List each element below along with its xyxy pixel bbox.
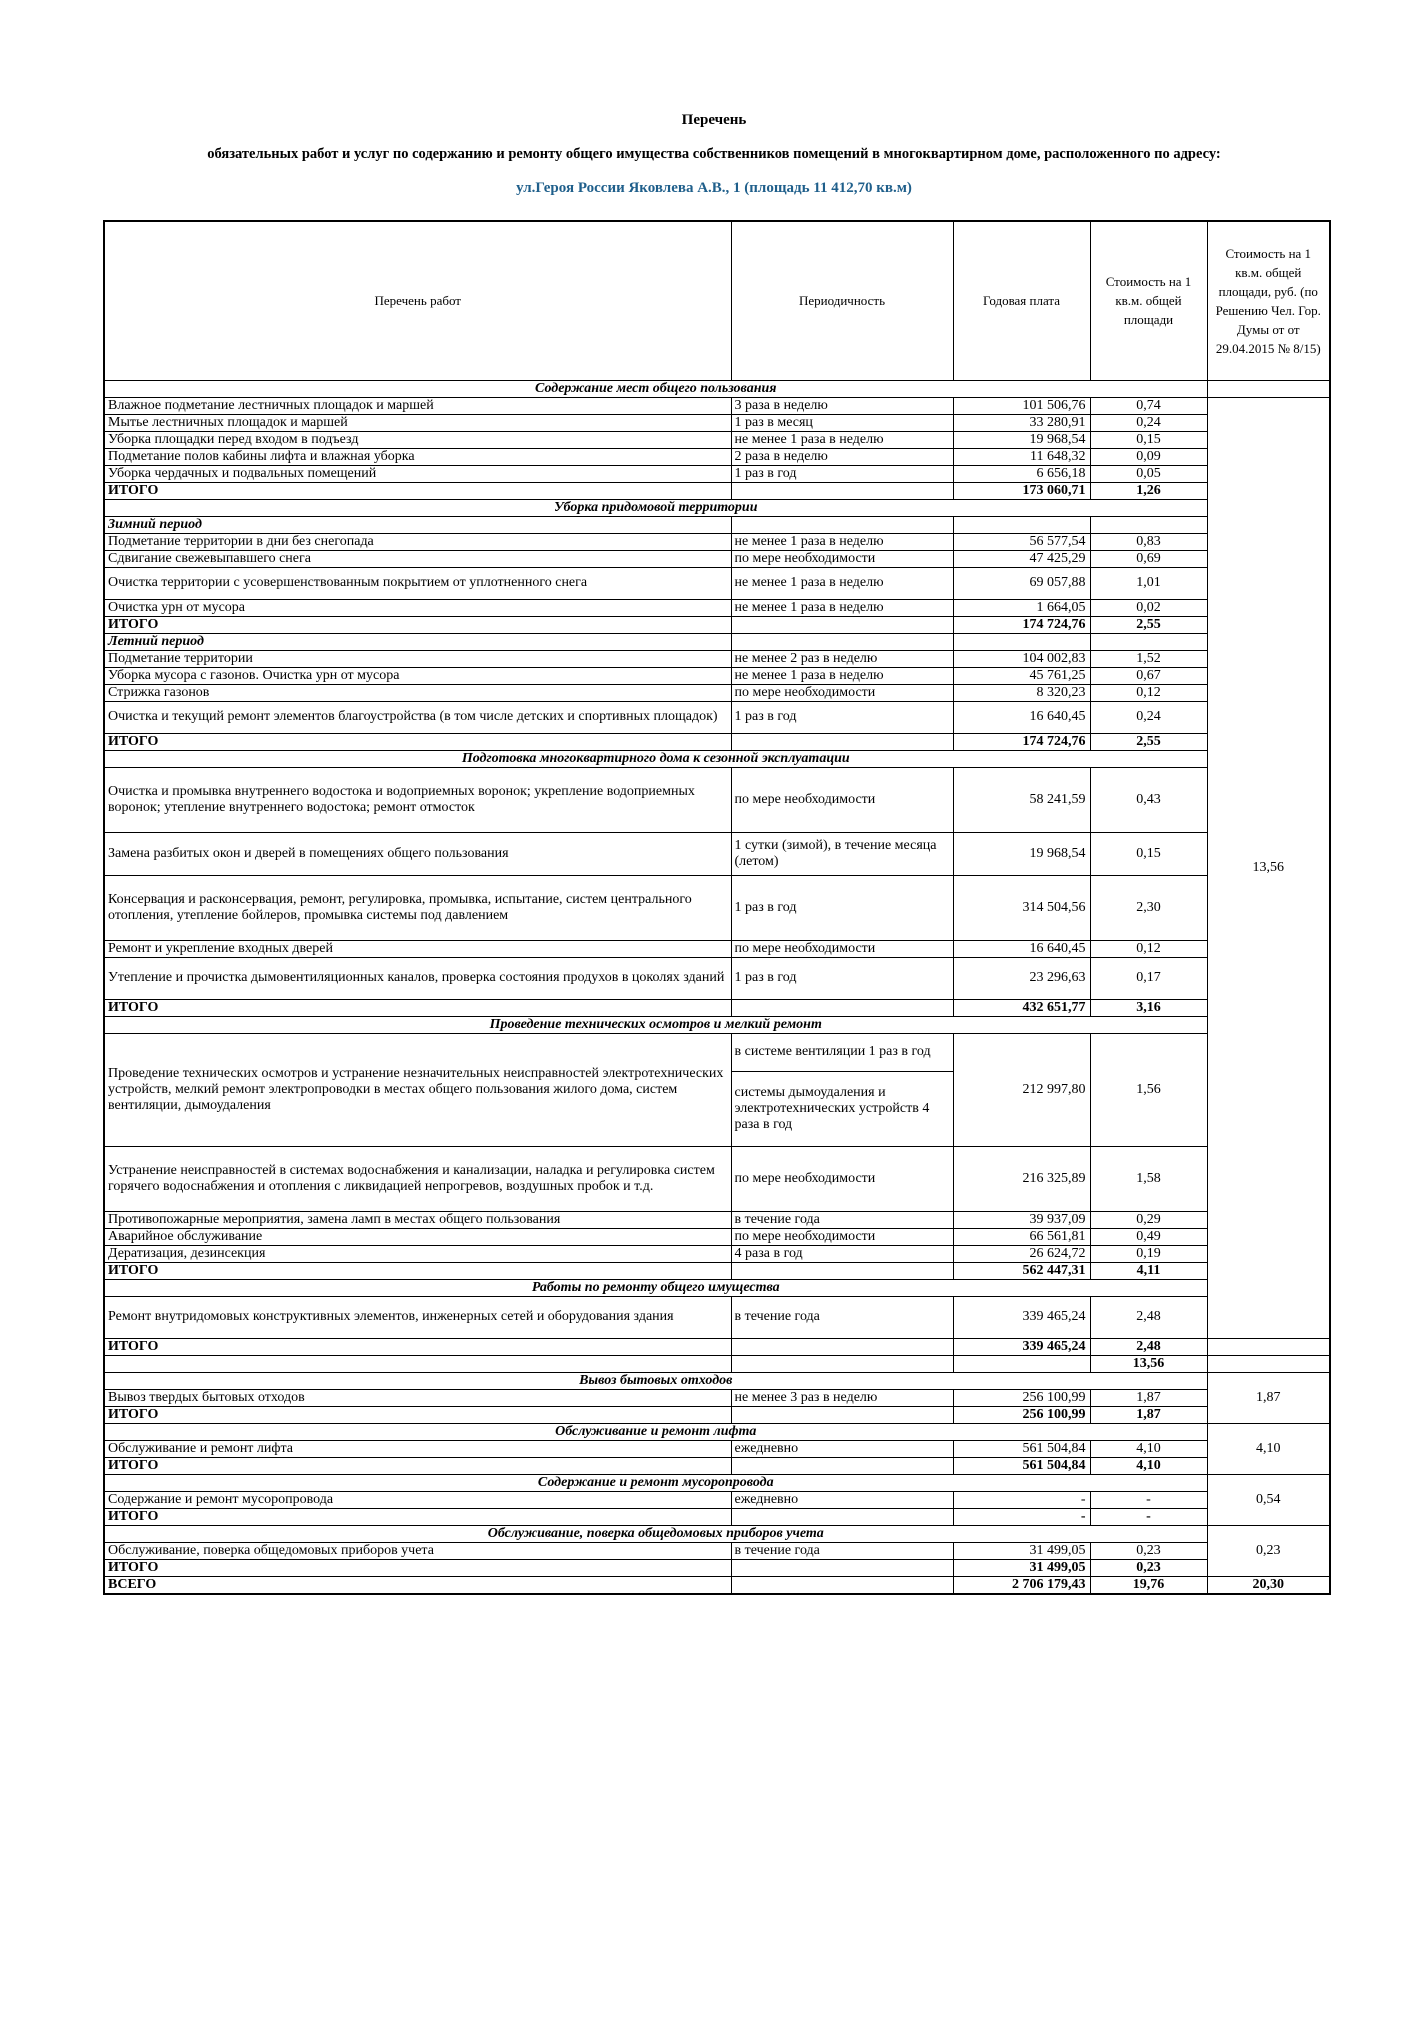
work-name: Подметание территории [104,650,731,667]
periodicity: в течение года [731,1211,953,1228]
annual-payment: 174 724,76 [953,733,1090,750]
work-name: Устранение неисправностей в системах водоснабжения и канализации, наладка и регулировка систем горячего водоснабжения и отопления с ликвидацией непрогревов, воздушных пробок и т.д. [104,1146,731,1211]
merged-cost-meters: 0,23 [1207,1525,1330,1576]
table-row [104,1033,1330,1071]
periodicity [731,1406,953,1423]
document-title: Перечень [681,112,747,128]
section-row [104,1525,1330,1542]
total-label: ИТОГО [104,616,731,633]
annual-payment: 212 997,80 [953,1033,1090,1146]
work-name: Содержание и ремонт мусоропровода [104,1491,731,1508]
periodicity [731,999,953,1016]
annual-payment: 216 325,89 [953,1146,1090,1211]
cost-per-sqm: 0,12 [1090,940,1207,957]
work-name: Противопожарные мероприятия, замена ламп в местах общего пользования [104,1211,731,1228]
subsection-row [104,516,1330,533]
grand-total-decision: 20,30 [1207,1576,1330,1594]
work-name: Проведение технических осмотров и устранение незначительных неисправностей электротехнических устройств, мелкий ремонт электропроводки в местах общего пользования жилого дома, систем вентиляции, дымоудаления [104,1033,731,1146]
annual-payment: 256 100,99 [953,1389,1090,1406]
annual-payment: 2 706 179,43 [953,1576,1090,1594]
periodicity [731,733,953,750]
cost-per-sqm: 0,23 [1090,1559,1207,1576]
empty-cell [104,1355,731,1372]
periodicity: 1 раз в год [731,957,953,999]
annual-payment: 339 465,24 [953,1296,1090,1338]
cost-per-sqm: 3,16 [1090,999,1207,1016]
table-row [104,550,1330,567]
annual-payment: 256 100,99 [953,1406,1090,1423]
table-row [104,1296,1330,1338]
works-table [103,220,1331,1595]
section-title: Обслуживание и ремонт лифта [104,1423,1207,1440]
annual-payment: - [953,1508,1090,1525]
annual-payment: 561 504,84 [953,1440,1090,1457]
table-row [104,1542,1330,1559]
cost-per-sqm: 0,19 [1090,1245,1207,1262]
section-row [104,1423,1330,1440]
periodicity: 1 сутки (зимой), в течение месяца (летом) [731,832,953,875]
cost-per-sqm: 0,15 [1090,431,1207,448]
periodicity: 3 раза в неделю [731,397,953,414]
cost-per-sqm: 1,52 [1090,650,1207,667]
work-name: Подметание полов кабины лифта и влажная уборка [104,448,731,465]
periodicity: не менее 1 раза в неделю [731,567,953,599]
work-name: Ремонт внутридомовых конструктивных элементов, инженерных сетей и оборудования здания [104,1296,731,1338]
work-name: Стрижка газонов [104,684,731,701]
cost-per-sqm: 4,10 [1090,1457,1207,1474]
periodicity: по мере необходимости [731,550,953,567]
table-row [104,701,1330,733]
subsection-title: Летний период [104,633,731,650]
table-row [104,684,1330,701]
grand-total-row [104,1576,1330,1594]
empty-cell [731,516,953,533]
merged-cost-waste: 1,87 [1207,1372,1330,1423]
annual-payment: 45 761,25 [953,667,1090,684]
annual-payment: 56 577,54 [953,533,1090,550]
subsection-row [104,633,1330,650]
work-name: Обслуживание и ремонт лифта [104,1440,731,1457]
periodicity: не менее 1 раза в неделю [731,533,953,550]
annual-payment: 11 648,32 [953,448,1090,465]
works-table-body [104,221,1330,1594]
section-row [104,1474,1330,1491]
cost-per-sqm: 1,01 [1090,567,1207,599]
cost-per-sqm: 1,56 [1090,1033,1207,1146]
cost-per-sqm: 2,30 [1090,875,1207,940]
table-row [104,650,1330,667]
column-header-decision: Стоимость на 1 кв.м. общей площади, руб. (по Решению Чел. Гор. Думы от от 29.04.2015 № 8/15) [1207,221,1330,380]
periodicity: 1 раз в год [731,465,953,482]
annual-payment: 33 280,91 [953,414,1090,431]
table-row [104,667,1330,684]
cost-per-sqm: 0,83 [1090,533,1207,550]
annual-payment: 16 640,45 [953,701,1090,733]
annual-payment: 19 968,54 [953,431,1090,448]
periodicity: по мере необходимости [731,1146,953,1211]
section-title: Обслуживание, поверка общедомовых приборов учета [104,1525,1207,1542]
cost-per-sqm: - [1090,1508,1207,1525]
annual-payment: 31 499,05 [953,1542,1090,1559]
cost-per-sqm: 0,12 [1090,684,1207,701]
section-title: Уборка придомовой территории [104,499,1207,516]
work-name: Консервация и расконсервация, ремонт, регулировка, промывка, испытание, систем центрального отопления, утепление бойлеров, промывка системы под давлением [104,875,731,940]
section-title: Содержание мест общего пользования [104,380,1207,397]
merged-cost-chute: 0,54 [1207,1474,1330,1525]
work-name: Подметание территории в дни без снегопада [104,533,731,550]
table-row [104,448,1330,465]
annual-payment: 6 656,18 [953,465,1090,482]
periodicity: ежедневно [731,1491,953,1508]
annual-payment: 26 624,72 [953,1245,1090,1262]
cost-per-sqm: 0,49 [1090,1228,1207,1245]
cost-per-sqm: 0,23 [1090,1542,1207,1559]
cost-per-sqm: 0,05 [1090,465,1207,482]
section-title: Проведение технических осмотров и мелкий ремонт [104,1016,1207,1033]
cost-per-sqm: 2,55 [1090,616,1207,633]
table-row [104,1491,1330,1508]
work-name: Мытье лестничных площадок и маршей [104,414,731,431]
table-row [104,397,1330,414]
total-row [104,1457,1330,1474]
periodicity [731,1262,953,1279]
total-label: ИТОГО [104,1457,731,1474]
empty-cell [1090,516,1207,533]
cost-per-sqm: 0,17 [1090,957,1207,999]
work-name: Уборка площадки перед входом в подъезд [104,431,731,448]
cost-per-sqm: 4,11 [1090,1262,1207,1279]
empty-cell [731,633,953,650]
work-name: Очистка и промывка внутреннего водостока и водоприемных воронок; укрепление водоприемных воронок; утепление внутреннего водостока; ремонт отмосток [104,767,731,832]
periodicity: по мере необходимости [731,940,953,957]
section-row [104,750,1330,767]
annual-payment: 47 425,29 [953,550,1090,567]
cost-per-sqm: 0,24 [1090,701,1207,733]
cost-per-sqm: 0,15 [1090,832,1207,875]
periodicity [731,616,953,633]
table-row [104,957,1330,999]
periodicity: не менее 1 раза в неделю [731,667,953,684]
periodicity: не менее 3 раз в неделю [731,1389,953,1406]
periodicity [731,1508,953,1525]
subtotal-cost: 13,56 [1090,1355,1207,1372]
work-name: Влажное подметание лестничных площадок и маршей [104,397,731,414]
periodicity: 1 раз в год [731,701,953,733]
empty-cell [1207,1355,1330,1372]
periodicity: в системе вентиляции 1 раз в год [731,1033,953,1071]
annual-payment: 104 002,83 [953,650,1090,667]
cost-per-sqm: 1,58 [1090,1146,1207,1211]
section-row [104,499,1330,516]
total-row [104,482,1330,499]
work-name: Очистка территории с усовершенствованным покрытием от уплотненного снега [104,567,731,599]
periodicity: по мере необходимости [731,767,953,832]
annual-payment: 561 504,84 [953,1457,1090,1474]
table-row [104,465,1330,482]
periodicity: по мере необходимости [731,1228,953,1245]
column-header-annual: Годовая плата [953,221,1090,380]
work-name: Очистка урн от мусора [104,599,731,616]
annual-payment: 101 506,76 [953,397,1090,414]
annual-payment: - [953,1491,1090,1508]
total-label: ВСЕГО [104,1576,731,1594]
annual-payment: 174 724,76 [953,616,1090,633]
annual-payment: 69 057,88 [953,567,1090,599]
total-row [104,1338,1330,1355]
periodicity: 1 раз в год [731,875,953,940]
table-row [104,1245,1330,1262]
annual-payment: 16 640,45 [953,940,1090,957]
empty-cell [953,1355,1090,1372]
cost-per-sqm: 0,09 [1090,448,1207,465]
annual-payment: 432 651,77 [953,999,1090,1016]
annual-payment: 173 060,71 [953,482,1090,499]
annual-payment: 339 465,24 [953,1338,1090,1355]
section-title: Вывоз бытовых отходов [104,1372,1207,1389]
empty-cell [953,516,1090,533]
table-row [104,767,1330,832]
annual-payment: 31 499,05 [953,1559,1090,1576]
work-name: Вывоз твердых бытовых отходов [104,1389,731,1406]
table-row [104,1440,1330,1457]
table-row [104,533,1330,550]
total-row [104,1406,1330,1423]
work-name: Утепление и прочистка дымовентиляционных каналов, проверка состояния продухов в цоколях зданий [104,957,731,999]
cost-per-sqm: 0,24 [1090,414,1207,431]
periodicity: не менее 1 раза в неделю [731,431,953,448]
periodicity: в течение года [731,1542,953,1559]
section-row [104,1372,1330,1389]
annual-payment: 66 561,81 [953,1228,1090,1245]
annual-payment: 58 241,59 [953,767,1090,832]
cost-per-sqm: 0,69 [1090,550,1207,567]
cost-per-sqm: 2,48 [1090,1296,1207,1338]
column-header-cost: Стоимость на 1 кв.м. общей площади [1090,221,1207,380]
table-row [104,1228,1330,1245]
total-label: ИТОГО [104,1508,731,1525]
annual-payment: 19 968,54 [953,832,1090,875]
annual-payment: 314 504,56 [953,875,1090,940]
total-row [104,733,1330,750]
annual-payment: 39 937,09 [953,1211,1090,1228]
section-row [104,1016,1330,1033]
section-row [104,380,1330,397]
table-row [104,1389,1330,1406]
periodicity: не менее 1 раза в неделю [731,599,953,616]
table-row [104,875,1330,940]
table-row [104,599,1330,616]
periodicity: в течение года [731,1296,953,1338]
work-name: Уборка мусора с газонов. Очистка урн от мусора [104,667,731,684]
empty-cell [1207,380,1330,397]
periodicity: 4 раза в год [731,1245,953,1262]
annual-payment: 23 296,63 [953,957,1090,999]
section-row [104,1279,1330,1296]
table-row [104,1146,1330,1211]
table-row [104,431,1330,448]
empty-cell [1090,633,1207,650]
empty-cell [953,633,1090,650]
table-row [104,414,1330,431]
periodicity: 1 раз в месяц [731,414,953,431]
total-label: ИТОГО [104,733,731,750]
document-address: ул.Героя России Яковлева А.В., 1 (площадь 11 412,70 кв.м) [516,180,912,196]
cost-per-sqm: 4,10 [1090,1440,1207,1457]
cost-per-sqm: 0,02 [1090,599,1207,616]
total-row [104,1559,1330,1576]
annual-payment: 562 447,31 [953,1262,1090,1279]
merged-cost-block1: 13,56 [1207,397,1330,1338]
periodicity [731,482,953,499]
work-name: Замена разбитых окон и дверей в помещениях общего пользования [104,832,731,875]
work-name: Дератизация, дезинсекция [104,1245,731,1262]
work-name: Ремонт и укрепление входных дверей [104,940,731,957]
work-name: Аварийное обслуживание [104,1228,731,1245]
work-name: Сдвигание свежевыпавшего снега [104,550,731,567]
cost-per-sqm: 2,55 [1090,733,1207,750]
total-label: ИТОГО [104,482,731,499]
cost-per-sqm: 0,43 [1090,767,1207,832]
column-header-periodicity: Периодичность [731,221,953,380]
table-header-row [104,221,1330,380]
cost-per-sqm: 1,87 [1090,1389,1207,1406]
section-title: Подготовка многоквартирного дома к сезонной эксплуатации [104,750,1207,767]
periodicity: 2 раза в неделю [731,448,953,465]
periodicity: по мере необходимости [731,684,953,701]
annual-payment: 1 664,05 [953,599,1090,616]
table-row [104,567,1330,599]
work-name: Уборка чердачных и подвальных помещений [104,465,731,482]
subsection-title: Зимний период [104,516,731,533]
periodicity [731,1457,953,1474]
total-label: ИТОГО [104,999,731,1016]
empty-cell [731,1355,953,1372]
work-name: Обслуживание, поверка общедомовых приборов учета [104,1542,731,1559]
periodicity [731,1559,953,1576]
total-row [104,1262,1330,1279]
table-row [104,1211,1330,1228]
periodicity: не менее 2 раз в неделю [731,650,953,667]
work-name: Очистка и текущий ремонт элементов благоустройства (в том числе детских и спортивных площадок) [104,701,731,733]
total-row [104,616,1330,633]
document-subtitle: обязательных работ и услуг по содержанию и ремонту общего имущества собственников помещений в многоквартирном доме, расположенного по адресу: [207,146,1221,162]
periodicity: системы дымоудаления и электротехнических устройств 4 раза в год [731,1071,953,1146]
merged-cost-lift: 4,10 [1207,1423,1330,1474]
total-label: ИТОГО [104,1559,731,1576]
section-title: Содержание и ремонт мусоропровода [104,1474,1207,1491]
table-row [104,832,1330,875]
subtotal-row [104,1355,1330,1372]
cost-per-sqm: 0,74 [1090,397,1207,414]
table-row [104,940,1330,957]
total-label: ИТОГО [104,1338,731,1355]
column-header-works: Перечень работ [104,221,731,380]
section-title: Работы по ремонту общего имущества [104,1279,1207,1296]
periodicity [731,1338,953,1355]
cost-per-sqm: - [1090,1491,1207,1508]
total-label: ИТОГО [104,1406,731,1423]
periodicity: ежедневно [731,1440,953,1457]
total-row [104,999,1330,1016]
cost-per-sqm: 2,48 [1090,1338,1207,1355]
periodicity [731,1576,953,1594]
cost-per-sqm: 0,29 [1090,1211,1207,1228]
cost-per-sqm: 1,26 [1090,482,1207,499]
total-row [104,1508,1330,1525]
cost-per-sqm: 0,67 [1090,667,1207,684]
annual-payment: 8 320,23 [953,684,1090,701]
cost-per-sqm: 19,76 [1090,1576,1207,1594]
total-label: ИТОГО [104,1262,731,1279]
cost-per-sqm: 1,87 [1090,1406,1207,1423]
